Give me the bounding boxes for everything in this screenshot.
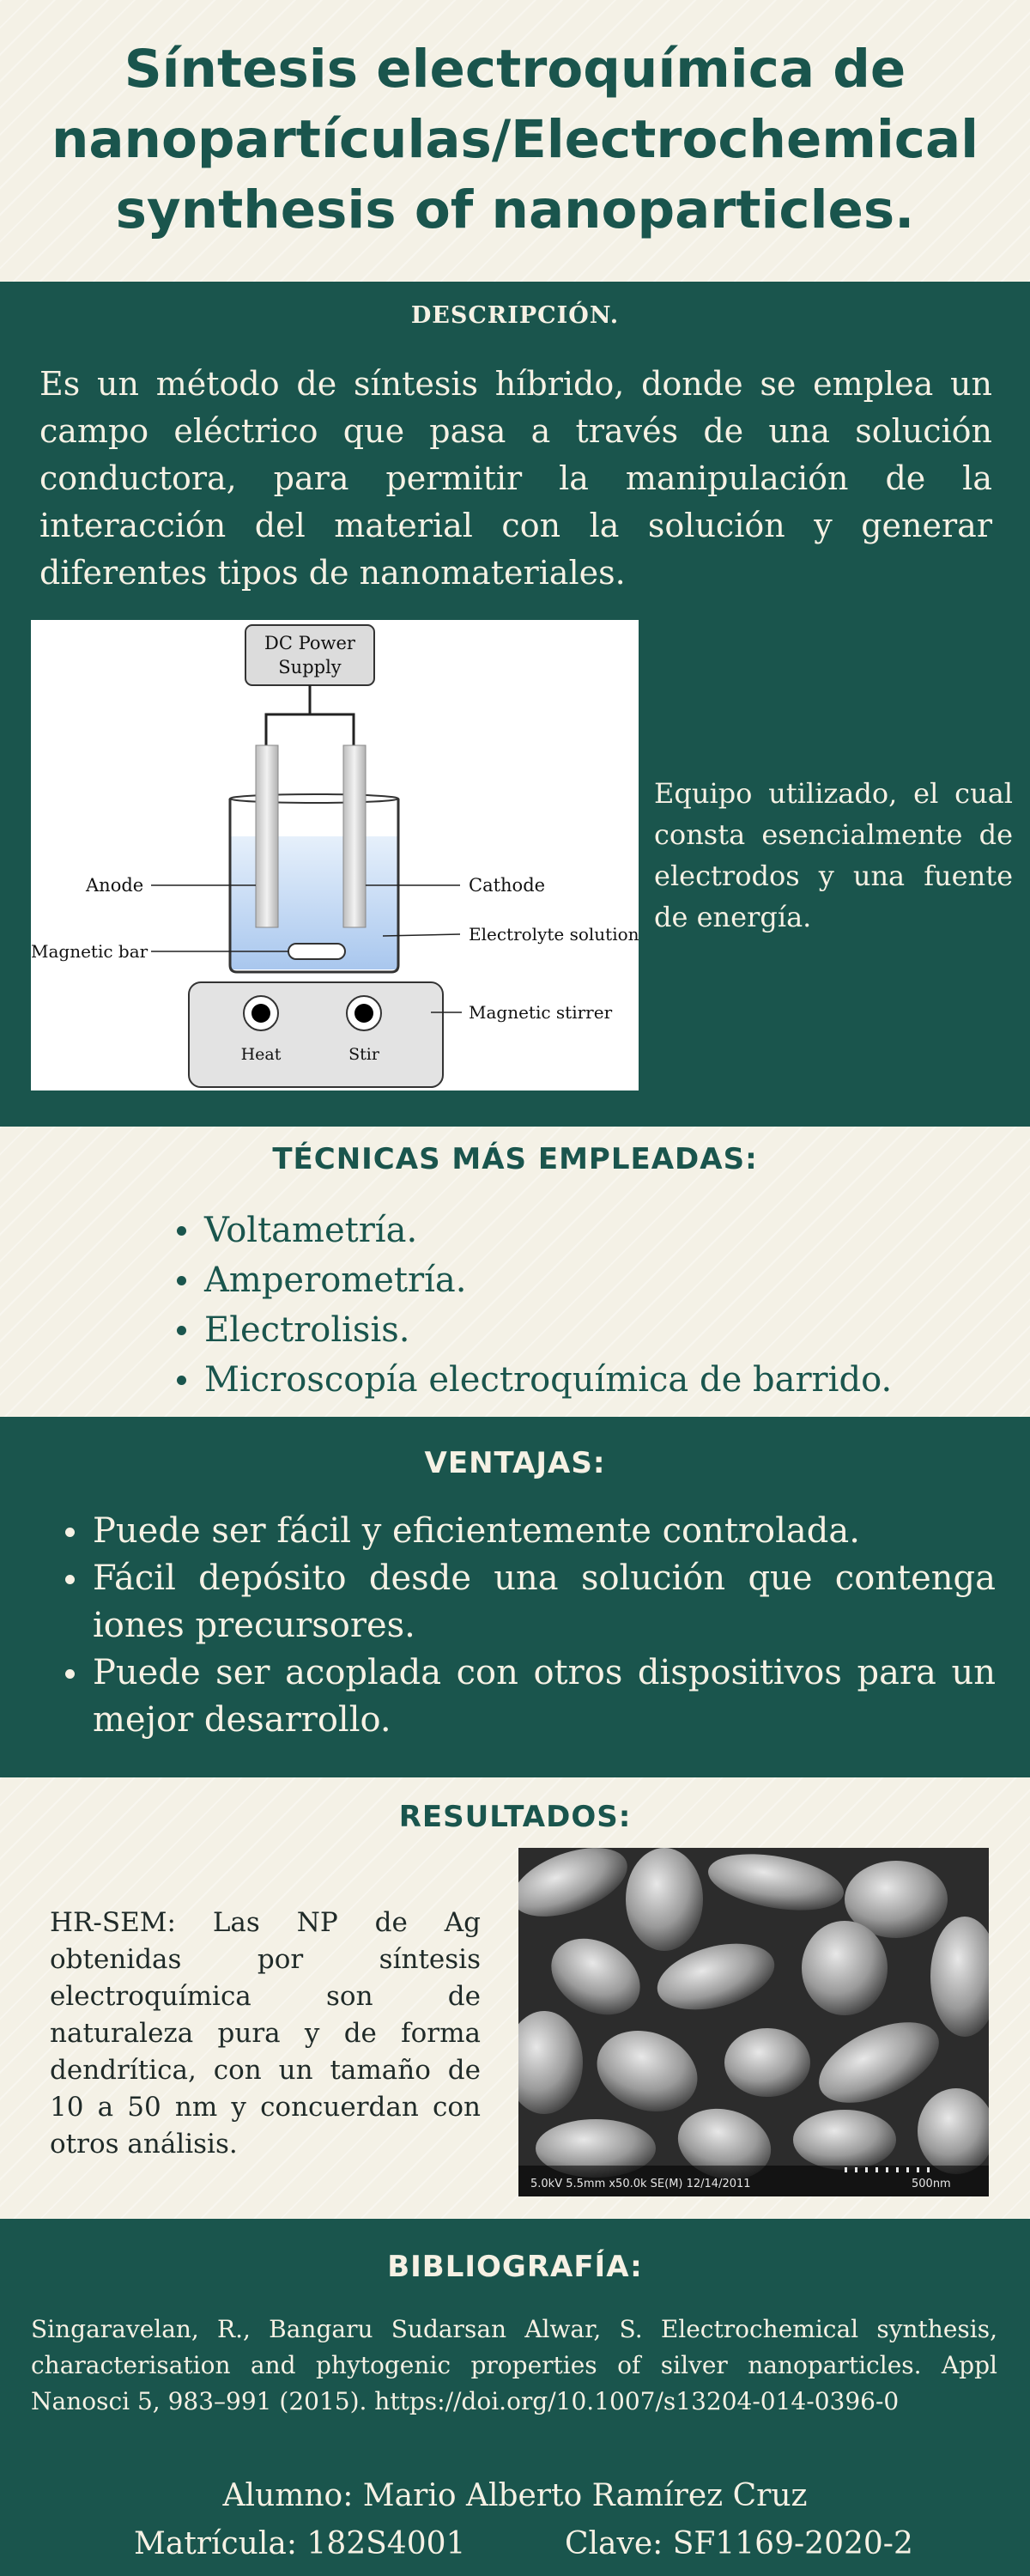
heat-label: Heat [240, 1045, 282, 1064]
magnetic-bar-label: Magnetic bar [31, 941, 148, 962]
magnetic-stirrer [189, 982, 443, 1087]
power-label-1: DC Power [264, 633, 355, 653]
sem-scale-label: 500nm [912, 2178, 951, 2190]
results-section [0, 1777, 1030, 2219]
title-section [0, 0, 1030, 282]
list-item: Puede ser acoplada con otros dispositivos para un mejor desarrollo. [93, 1649, 996, 1744]
description-section [0, 282, 1030, 1127]
techniques-heading: TÉCNICAS MÁS EMPLEADAS: [272, 1142, 758, 1176]
electrolyte-label: Electrolyte solution [469, 924, 639, 945]
list-item: Microscopía electroquímica de barrido. [204, 1355, 994, 1405]
list-item: Amperometría. [204, 1255, 994, 1305]
results-heading: RESULTADOS: [398, 1800, 632, 1834]
cathode-rod [343, 745, 366, 927]
cathode-label: Cathode [469, 875, 546, 896]
techniques-section [0, 1127, 1030, 1417]
list-item: Puede ser fácil y eficientemente controlada. [93, 1508, 996, 1555]
matricula: Matrícula: 182S4001 [134, 2526, 466, 2561]
list-item: Electrolisis. [204, 1305, 994, 1355]
power-label-2: Supply [278, 657, 342, 677]
stirrer-label: Magnetic stirrer [469, 1002, 613, 1023]
results-text: HR-SEM: Las NP de Ag obtenidas por síntesis electroquímica son de naturaleza pura y de forma dendrítica, con un tamaño de 10 a 50 nm y concuerdan con otros análisis. [50, 1907, 481, 2160]
bibliography-heading: BIBLIOGRAFÍA: [387, 2250, 643, 2284]
wire-left [266, 685, 310, 745]
diagram-caption: Equipo utilizado, el cual consta esencialmente de electrodos y una fuente de energía. [654, 777, 1013, 933]
description-text: Es un método de síntesis híbrido, donde se emplea un campo eléctrico que pasa a través de una solución conductora, para permitir la manipulación de la interacción del material con la solución y generar diferentes tipos de nanomateriales. [39, 365, 992, 592]
advantages-heading: VENTAJAS: [424, 1446, 606, 1480]
student-name: Alumno: Mario Alberto Ramírez Cruz [222, 2478, 808, 2513]
magnetic-bar [288, 944, 345, 959]
anode-label: Anode [86, 875, 144, 896]
advantages-section [0, 1417, 1030, 1777]
bibliography-text: Singaravelan, R., Bangaru Sudarsan Alwar, S. Electrochemical synthesis, characterisation and phytogenic properties of silver nanoparticles. Appl Nanosci 5, 983–991 (2015). https://doi.org/10.1007/s13204-014-0396-0 [31, 2315, 997, 2415]
page-title: Síntesis electroquímica de nanopartículas/Electrochemical synthesis of nanoparticles. [51, 39, 979, 240]
list-item: Fácil depósito desde una solución que contenga iones precursores. [93, 1555, 996, 1649]
bibliography-section [0, 2219, 1030, 2576]
advantages-list [93, 1508, 996, 1744]
stir-knob [354, 1004, 373, 1023]
techniques-list [204, 1206, 994, 1405]
heat-knob [251, 1004, 270, 1023]
sem-micrograph-image [518, 1848, 989, 2196]
description-heading: DESCRIPCIÓN. [410, 302, 620, 329]
sem-micrograph-svg [518, 1848, 989, 2196]
electrochemical-cell-diagram [31, 620, 639, 1091]
clave: Clave: SF1169-2020-2 [565, 2526, 913, 2561]
sem-scale-bar [845, 2167, 930, 2172]
cell-diagram-svg [31, 620, 639, 1091]
anode-rod [256, 745, 278, 927]
sem-info-label: 5.0kV 5.5mm x50.0k SE(M) 12/14/2011 [530, 2178, 751, 2190]
list-item: Voltametría. [204, 1206, 994, 1255]
stir-label: Stir [348, 1045, 379, 1064]
wire-right [310, 714, 354, 745]
